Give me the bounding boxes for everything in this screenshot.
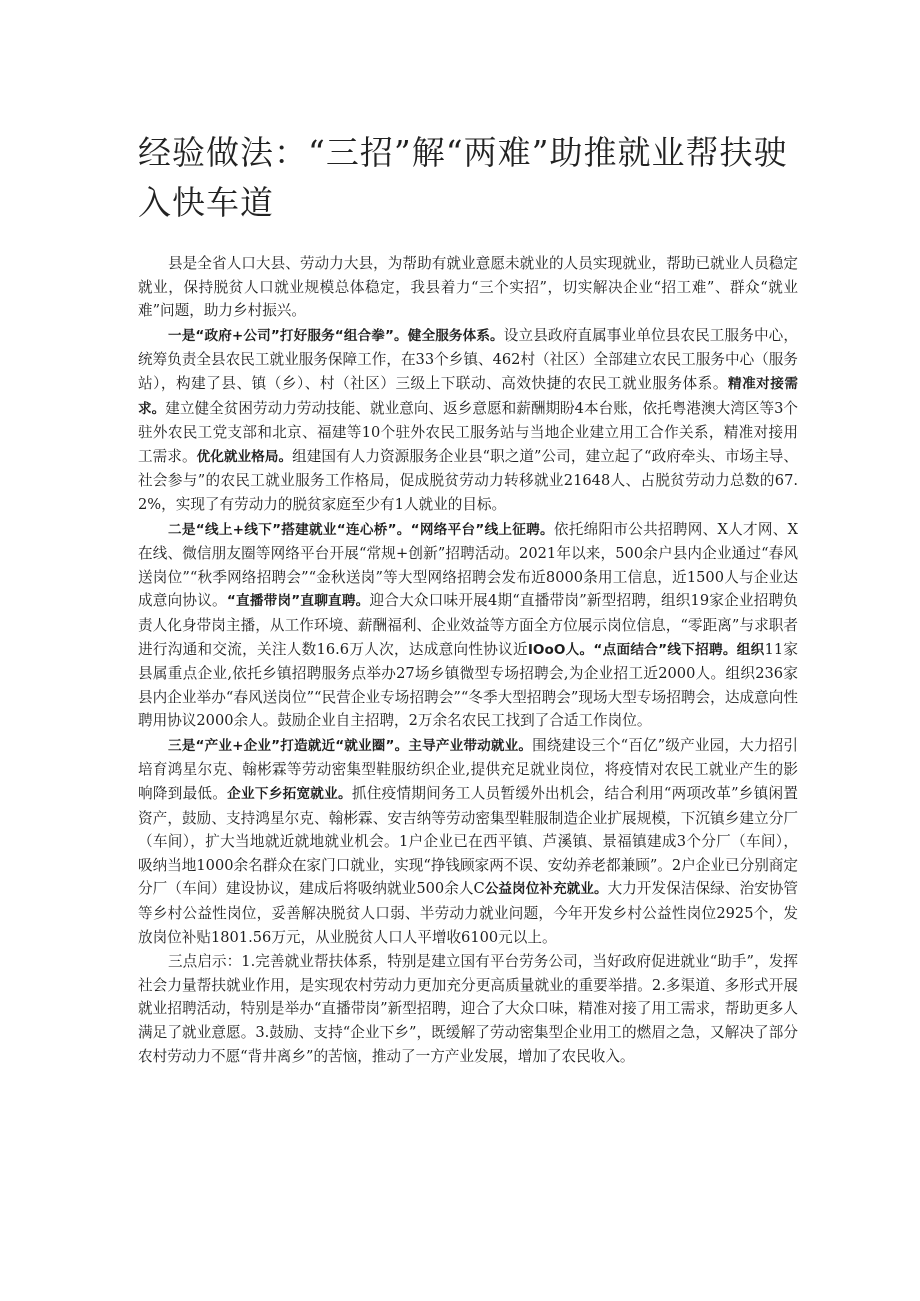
insights-paragraph — [138, 950, 798, 1068]
section3-keyword-3: 公益岗位补充就业。 — [484, 881, 608, 898]
section1-heading: 一是“政府+公司”打好服务“组合拳”。 — [168, 327, 408, 344]
section1-text-2: 建立健全贫困劳动力劳动技能、就业意向、返乡意愿和薪酬期盼4本台账，依托粤港澳大湾区等3个驻外农民工党支部和北京、福建等10个驻外农民工服务站与当地企业建立用工合作关系，精准对接用工需求。 — [138, 399, 799, 465]
section1-keyword-2: 精准对接需求。 — [138, 375, 799, 417]
section1-paragraph — [138, 324, 798, 517]
section2-keyword-1: “网络平台”线上征聘。 — [410, 521, 554, 538]
insights-text: 三点启示：1.完善就业帮扶体系，特别是建立国有平台劳务公司，当好政府促进就业“助手”，发挥社会力量帮扶就业作用，是实现农村劳动力更加充分更高质量就业的重要举措。2.多渠道、多形式开展就业招聘活动，特别是举办“直播带岗”新型招聘，迎合了大众口味，精准对接了用工需求，帮助更多人满足了就业意愿。3.鼓励、支持“企业下乡”，既缓解了劳动密集型企业用工的燃眉之急，又解决了部分农村劳动力不愿“背井离乡”的苦恼，推动了一方产业发展，增加了农民收入。 — [138, 953, 798, 1065]
section3-paragraph — [138, 734, 798, 949]
intro-paragraph — [138, 252, 798, 323]
section3-text-3: 大力开发保洁保绿、治安协管等乡村公益性岗位，妥善解决脱贫人口弱、半劳动力就业问题，今年开发乡村公益性岗位2925个，发放岗位补贴1801.56万元，从业脱贫人口人平增收6100元以上。 — [138, 880, 798, 946]
document-page — [138, 128, 798, 1068]
section2-paragraph — [138, 518, 798, 733]
intro-text: 县是全省人口大县、劳动力大县，为帮助有就业意愿未就业的人员实现就业，帮助已就业人员稳定就业，保持脱贫人口就业规模总体稳定，我县着力“三个实招”，切实解决企业“招工难”、群众“就业难”问题，助力乡村振兴。 — [138, 255, 798, 320]
section1-text-3: 组建国有人力资源服务企业县“职之道”公司，建立起了“政府牵头、市场主导、社会参与”的农民工就业服务工作格局，促成脱贫劳动力转移就业21648人、占脱贫劳动力总数的67.2%，实现了有劳动力的脱贫家庭至少有1人就业的目标。 — [138, 447, 798, 513]
section3-text-2: 抓住疫情期间务工人员暂缓外出机会，结合利用“两项改革”乡镇闲置资产，鼓励、支持鸿星尔克、翰彬霖、安吉纳等劳动密集型鞋服制造企业扩展规模，下沉镇乡建立分厂（车间），扩大当地就近就地就业机会。1户企业已在西平镇、芦溪镇、景福镇建成3个分厂（车间），吸纳当地1000余名群众在家门口就业，实现“挣钱顾家两不误、安幼养老都兼顾”。2户企业已分别商定分厂（车间）建设协议，建成后将吸纳就业500余人C — [138, 785, 798, 898]
section3-heading: 三是“产业+企业”打造就近“就业圈”。 — [168, 737, 409, 754]
section2-text-3: 11家县属重点企业,依托乡镇招聘服务点举办27场乡镇微型专场招聘会,为企业招工近2000人。组织236家县内企业举办“春风送岗位”“民营企业专场招聘会”“冬季大型招聘会”现场大型专场招聘会，达成意向性聘用协议2000余人。鼓励企业自主招聘，2万余名农民工找到了合适工作岗位。 — [138, 640, 798, 730]
section1-text-1: 设立县政府直属事业单位县农民工服务中心，统筹负责全县农民工就业服务保障工作，在33个乡镇、462村（社区）全部建立农民工服务中心（服务站），构建了县、镇（乡）、村（社区）三级上下联动、高效快捷的农民工就业服务体系。 — [138, 326, 798, 392]
section1-keyword-3: 优化就业格局。 — [196, 448, 293, 465]
section3-keyword-1: 主导产业带动就业。 — [408, 737, 533, 754]
section2-text-1: 依托绵阳市公共招聘网、X人才网、X在线、微信朋友圈等网络平台开展“常规+创新”招聘活动。2021年以来，500余户县内企业通过“春风送岗位”“秋季网络招聘会”“金秋送岗”等大型网络招聘会发布近8000条用工信息，近1500人与企业达成意向协议。 — [138, 520, 798, 610]
document-title: 经验做法：“三招”解“两难”助推就业帮扶驶入快车道 — [138, 133, 788, 222]
section3-text-1: 围绕建设三个“百亿”级产业园，大力招引培育鸿星尔克、翰彬霖等劳动密集型鞋服纺织企业,提供充足就业岗位，将疫情对农民工就业产生的影响降到最低。 — [138, 736, 798, 803]
section2-heading: 二是“线上+线下”搭建就业“连心桥”。 — [168, 521, 411, 538]
section2-keyword-2: “直播带岗”直聊直聘。 — [226, 593, 370, 610]
section2-text-2: 迎合大众口味开展4期“直播带岗”新型招聘，组织19家企业招聘负责人化身带岗主播，从工作环境、薪酬福利、企业效益等方面全方位展示岗位信息，“零距离”与求职者进行沟通和交流，关注人数16.6万人次，达成意向性协议近 — [138, 592, 798, 658]
section3-keyword-2: 企业下乡拓宽就业。 — [227, 786, 352, 803]
section2-keyword-3: IOoO人。“点面结合”线下招聘。组织 — [527, 641, 765, 658]
section1-keyword-1: 健全服务体系。 — [407, 327, 504, 344]
